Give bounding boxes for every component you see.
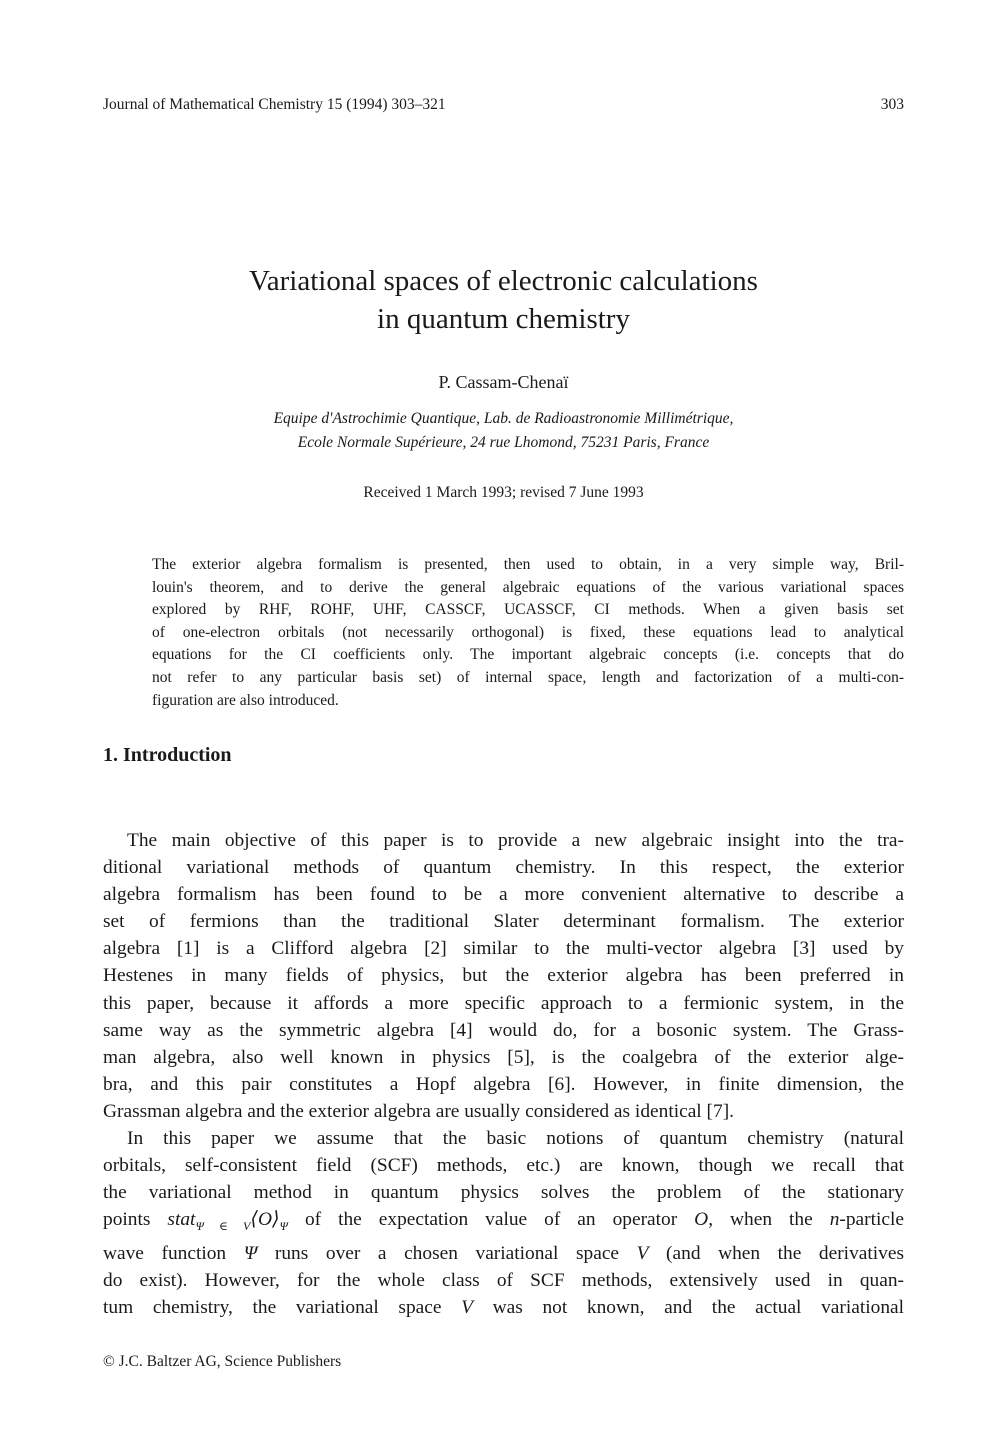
text: runs over a chosen variational space bbox=[257, 1243, 637, 1265]
body-text bbox=[103, 827, 904, 1322]
abstract-line: figuration are also introduced. bbox=[152, 691, 339, 709]
paragraph-line: do exist). However, for the whole class of SCF methods, extensively used in quan- bbox=[103, 1270, 904, 1292]
author-name: P. Cassam-Chenaï bbox=[438, 372, 569, 392]
paragraph-line: algebra formalism has been found to be a more convenient alternative to describe a bbox=[103, 884, 904, 906]
paragraph-line: orbitals, self-consistent field (SCF) methods, etc.) are known, though we recall that bbox=[103, 1155, 904, 1177]
title-line-2: in quantum chemistry bbox=[377, 303, 630, 335]
paragraph-line: ditional variational methods of quantum chemistry. In this respect, the exterior bbox=[103, 857, 904, 879]
abstract-line: not refer to any particular basis set) of internal space, length and factorization of a multi-con- bbox=[152, 668, 904, 686]
title-line-1: Variational spaces of electronic calculations bbox=[249, 265, 758, 297]
v-symbol: V bbox=[636, 1243, 649, 1265]
text: wave function bbox=[103, 1243, 244, 1265]
stat-subscript: Ψ ∈ V bbox=[195, 1219, 251, 1234]
paragraph-line: Hestenes in many fields of physics, but the exterior algebra has been preferred in bbox=[103, 965, 904, 987]
paragraph-line: same way as the symmetric algebra [4] would do, for a bosonic system. The Grass- bbox=[103, 1019, 904, 1041]
paragraph-line: man algebra, also well known in physics [5], is the coalgebra of the exterior alge- bbox=[103, 1046, 904, 1068]
n-symbol: n bbox=[829, 1209, 840, 1231]
affiliation-line-1: Equipe d'Astrochimie Quantique, Lab. de Radioastronomie Millimétrique, bbox=[273, 410, 734, 427]
v-symbol: V bbox=[461, 1297, 473, 1319]
text: -particle bbox=[839, 1209, 904, 1231]
paragraph-line-math bbox=[103, 1240, 904, 1267]
expectation-bracket: ⟨O⟩ bbox=[250, 1209, 280, 1231]
page-number: 303 bbox=[880, 96, 904, 113]
stat-operator: stat bbox=[167, 1209, 196, 1231]
affiliation bbox=[103, 407, 904, 455]
paragraph-line: The main objective of this paper is to provide a new algebraic insight into the tra- bbox=[127, 830, 904, 851]
section-heading: 1. Introduction bbox=[103, 744, 232, 766]
publisher-footer: © J.C. Baltzer AG, Science Publishers bbox=[103, 1353, 342, 1370]
paragraph-line: algebra [1] is a Clifford algebra [2] similar to the multi-vector algebra [3] used by bbox=[103, 938, 904, 960]
paragraph-line: bra, and this pair constitutes a Hopf algebra [6]. However, in finite dimension, the bbox=[103, 1073, 904, 1095]
paragraph-line: the variational method in quantum physics solves the problem of the stationary bbox=[103, 1182, 904, 1204]
abstract-line: explored by RHF, ROHF, UHF, CASSCF, UCASSCF, CI methods. When a given basis set bbox=[152, 601, 904, 619]
text: tum chemistry, the variational space bbox=[103, 1297, 462, 1319]
paper-title bbox=[103, 262, 904, 338]
abstract bbox=[152, 554, 904, 712]
received-dates: Received 1 March 1993; revised 7 June 1993 bbox=[363, 484, 644, 501]
abstract-line: of one-electron orbitals (not necessarily orthogonal) is fixed, these equations lead to analytical bbox=[152, 623, 904, 641]
paragraph-line-math bbox=[103, 1206, 904, 1240]
abstract-line: equations for the CI coefficients only. The important algebraic concepts (i.e. concepts that do bbox=[152, 646, 904, 664]
text: of the expectation value of an operator bbox=[287, 1209, 695, 1231]
paragraph-line: In this paper we assume that the basic notions of quantum chemistry (natural bbox=[127, 1128, 904, 1150]
abstract-line: The exterior algebra formalism is presented, then used to obtain, in a very simple way, Bril- bbox=[152, 556, 904, 573]
text: was not known, and the actual variational bbox=[473, 1297, 905, 1319]
operator-symbol: O bbox=[694, 1209, 709, 1231]
abstract-line: louin's theorem, and to derive the general algebraic equations of the various variational spaces bbox=[152, 578, 904, 596]
bracket-subscript: Ψ bbox=[279, 1219, 288, 1234]
text: , when the bbox=[708, 1209, 830, 1231]
affiliation-line-2: Ecole Normale Supérieure, 24 rue Lhomond, 75231 Paris, France bbox=[297, 434, 710, 451]
text: (and when the derivatives bbox=[648, 1243, 904, 1265]
paragraph-line: Grassman algebra and the exterior algebra are usually considered as identical [7]. bbox=[103, 1100, 735, 1122]
text: points bbox=[103, 1209, 168, 1231]
paragraph-line: set of fermions than the traditional Slater determinant formalism. The exterior bbox=[103, 911, 904, 933]
journal-citation: Journal of Mathematical Chemistry 15 (1994) 303–321 bbox=[103, 96, 446, 113]
paragraph-line-math bbox=[103, 1294, 904, 1321]
paragraph-line: this paper, because it affords a more specific approach to a fermionic system, in the bbox=[103, 992, 904, 1014]
psi-symbol: Ψ bbox=[243, 1243, 258, 1265]
